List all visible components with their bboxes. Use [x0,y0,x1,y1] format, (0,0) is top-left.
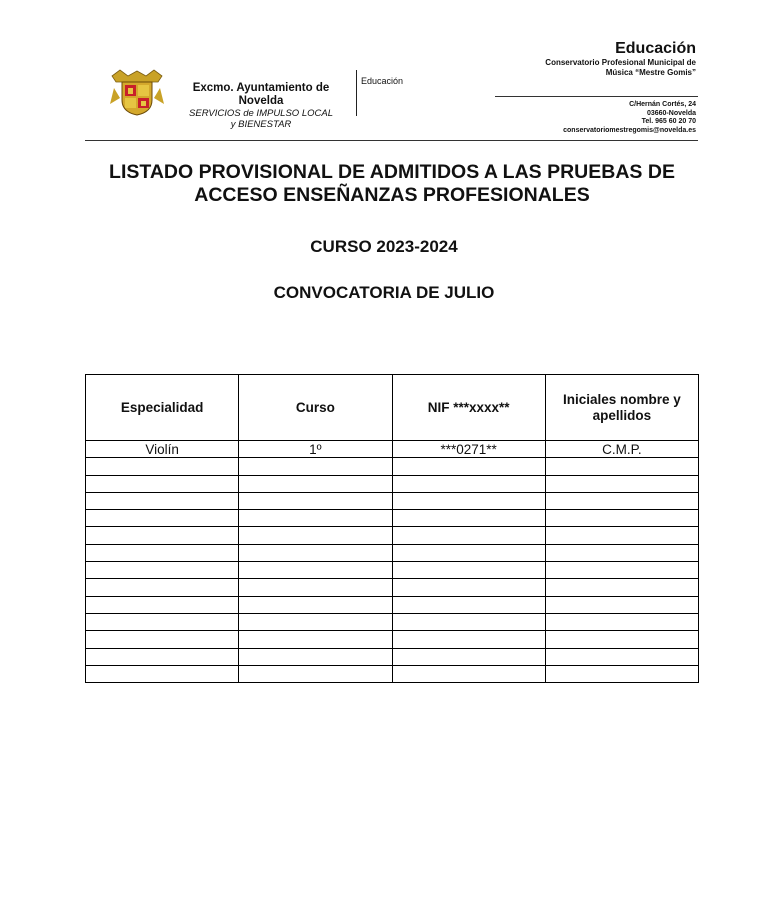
table-cell [545,579,698,596]
letterhead [0,0,768,150]
table-row [86,579,699,596]
table-cell [545,492,698,509]
table-body [86,441,699,683]
section-label: Educación [361,76,404,86]
table-row [86,475,699,492]
table-cell [86,596,239,613]
table-cell [239,562,392,579]
table-cell [545,648,698,665]
table-cell [86,665,239,682]
table-cell [86,527,239,544]
table-row [86,544,699,561]
table-cell [86,458,239,475]
department-line-2: y BIENESTAR [230,119,292,130]
table-row [86,665,699,682]
table-row [86,613,699,630]
table-cell [86,544,239,561]
phone-number: Tel. 965 60 20 70 [641,118,696,126]
table-cell [239,665,392,682]
table-row [86,510,699,527]
table-cell [392,544,545,561]
table-cell [392,492,545,509]
table-cell [86,475,239,492]
table-row [86,458,699,475]
table-cell [86,631,239,648]
table-row [86,441,699,458]
table-cell [86,510,239,527]
table-cell [392,562,545,579]
header-nif: NIF ***xxxx** [392,375,545,441]
table-cell [392,475,545,492]
table-cell [392,648,545,665]
table-cell [545,458,698,475]
table-cell [545,510,698,527]
table-cell [392,596,545,613]
table-row [86,648,699,665]
table-cell [545,665,698,682]
title-line-1: LISTADO PROVISIONAL DE ADMITIDOS A LAS PRUEBAS DE [109,161,675,183]
table-cell [239,631,392,648]
header-rule [85,140,698,141]
table-cell [239,475,392,492]
document-title [70,161,714,207]
table-cell [86,579,239,596]
address-street: C/Hernán Cortés, 24 [629,101,696,108]
table-cell [86,492,239,509]
conservatory-line-1: Conservatorio Profesional Municipal de [545,58,696,67]
table-cell [86,562,239,579]
header-curso: Curso [239,375,392,441]
table-header-row [86,375,699,441]
table-cell: Violín [86,441,239,458]
table-cell [239,510,392,527]
table-cell [239,492,392,509]
admitted-table [85,374,699,683]
table-cell [545,475,698,492]
table-cell [545,596,698,613]
table-cell [86,648,239,665]
course-heading: CURSO 2023-2024 [310,237,458,256]
header-divider [356,70,357,116]
table-row [86,596,699,613]
table-cell [392,458,545,475]
table-cell [392,613,545,630]
table-cell [239,544,392,561]
conservatory-block [466,40,696,78]
header-rule-short [495,96,698,97]
call-heading: CONVOCATORIA DE JULIO [273,283,495,302]
conservatory-line-2: Música “Mestre Gomis” [605,68,696,77]
table-cell [392,631,545,648]
header-especialidad: Especialidad [86,375,239,441]
municipality-block [172,82,350,130]
table-cell [545,631,698,648]
address-block [466,101,696,135]
municipality-name: Excmo. Ayuntamiento de Novelda [192,82,330,107]
table-cell [392,665,545,682]
table-cell: ***0271** [392,441,545,458]
table-row [86,492,699,509]
table-cell [239,648,392,665]
department-line-1: SERVICIOS de IMPULSO LOCAL [189,108,333,119]
table-cell [239,613,392,630]
table-cell [392,510,545,527]
table-cell [545,544,698,561]
email-address: conservatoriomestregomis@novelda.es [563,126,696,134]
table-cell [239,579,392,596]
title-line-2: ACCESO ENSEÑANZAS PROFESIONALES [194,184,590,206]
address-city: 03660-Novelda [646,109,696,117]
table-cell [392,527,545,544]
coat-of-arms-icon [110,68,164,116]
table-cell: C.M.P. [545,441,698,458]
education-title: Educación [615,40,696,57]
table-cell [239,527,392,544]
table-row [86,631,699,648]
table-cell [392,579,545,596]
table-cell: 1º [239,441,392,458]
table-cell [239,596,392,613]
table-cell [239,458,392,475]
table-cell [86,613,239,630]
table-cell [545,562,698,579]
header-iniciales: Iniciales nombre y apellidos [545,375,698,441]
table-row [86,527,699,544]
table-cell [545,527,698,544]
table-cell [545,613,698,630]
table-row [86,562,699,579]
